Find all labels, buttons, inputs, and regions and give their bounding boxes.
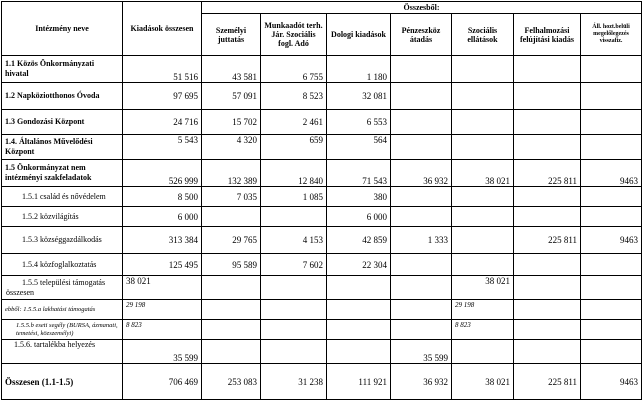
cell: 43 581 xyxy=(202,56,261,83)
row-name: 1.5.5 települési támogatás összesen xyxy=(2,276,123,300)
cell xyxy=(514,110,581,135)
cell: 7 602 xyxy=(261,254,327,276)
table-row xyxy=(2,187,642,207)
cell: 132 389 xyxy=(202,160,261,187)
cell xyxy=(391,187,452,207)
cell: 225 811 xyxy=(514,364,581,400)
cell: 9463 xyxy=(581,160,642,187)
row-total: 29 198 xyxy=(123,300,202,320)
row-total: 24 716 xyxy=(123,110,202,135)
row-name: 1.5 Önkormányzat nem intézményi szakfeladatok xyxy=(2,160,123,187)
cell: 4 153 xyxy=(261,227,327,254)
cell: 12 840 xyxy=(261,160,327,187)
cell xyxy=(452,83,514,110)
table-row xyxy=(2,56,642,83)
row-name: Összesen (1.1-1.5) xyxy=(2,364,123,400)
row-name: 1.4. Általános Művelődési Központ xyxy=(2,135,123,160)
table-row xyxy=(2,340,642,364)
cell xyxy=(452,227,514,254)
cell xyxy=(514,300,581,320)
expenditure-table xyxy=(1,1,642,400)
row-total: 8 500 xyxy=(123,187,202,207)
cell xyxy=(261,320,327,340)
cell xyxy=(452,340,514,364)
table-row xyxy=(2,83,642,110)
cell xyxy=(202,340,261,364)
table-row xyxy=(2,276,642,300)
cell xyxy=(261,276,327,300)
cell xyxy=(261,207,327,227)
cell: 38 021 xyxy=(452,364,514,400)
row-name: 1.5.6. tartalékba helyezés xyxy=(2,340,123,364)
cell xyxy=(202,300,261,320)
cell: 38 021 xyxy=(452,160,514,187)
cell: 1 085 xyxy=(261,187,327,207)
cell xyxy=(514,83,581,110)
cell xyxy=(391,110,452,135)
cell: 42 859 xyxy=(327,227,391,254)
cell xyxy=(327,320,391,340)
table-row xyxy=(2,227,642,254)
table-row xyxy=(2,110,642,135)
cell: 32 081 xyxy=(327,83,391,110)
cell: 253 083 xyxy=(202,364,261,400)
cell xyxy=(391,207,452,227)
cell: 1 333 xyxy=(391,227,452,254)
header-group: Összesből: xyxy=(202,2,642,14)
table-row xyxy=(2,300,642,320)
row-name: 1.5.5.b eseti segély (BURSA, ázmanati, temetési, közszemélyi) xyxy=(2,320,123,340)
row-name: 1.1 Közös Önkormányzati hivatal xyxy=(2,56,123,83)
cell: 225 811 xyxy=(514,160,581,187)
cell: 564 xyxy=(327,135,391,160)
cell xyxy=(261,340,327,364)
cell xyxy=(514,254,581,276)
cell: 6 000 xyxy=(327,207,391,227)
cell: 6 755 xyxy=(261,56,327,83)
cell: 6 553 xyxy=(327,110,391,135)
table-row xyxy=(2,207,642,227)
row-total: 125 495 xyxy=(123,254,202,276)
cell xyxy=(202,276,261,300)
row-total: 35 599 xyxy=(123,340,202,364)
cell: 380 xyxy=(327,187,391,207)
cell: 225 811 xyxy=(514,227,581,254)
row-total: 5 543 xyxy=(123,135,202,160)
cell: 9463 xyxy=(581,364,642,400)
cell xyxy=(391,254,452,276)
cell: 57 091 xyxy=(202,83,261,110)
cell: 2 461 xyxy=(261,110,327,135)
cell xyxy=(261,300,327,320)
cell xyxy=(327,340,391,364)
cell: 71 543 xyxy=(327,160,391,187)
cell: 29 198 xyxy=(452,300,514,320)
cell xyxy=(514,56,581,83)
cell xyxy=(581,187,642,207)
cell xyxy=(452,110,514,135)
cell xyxy=(391,56,452,83)
cell xyxy=(581,340,642,364)
cell: 36 932 xyxy=(391,364,452,400)
cell xyxy=(391,83,452,110)
cell xyxy=(391,135,452,160)
cell: 9463 xyxy=(581,227,642,254)
header-col-personal: Személyi juttatás xyxy=(202,14,261,56)
row-name: 1.5.3 községgazdálkodás xyxy=(2,227,123,254)
cell: 95 589 xyxy=(202,254,261,276)
row-total: 51 516 xyxy=(123,56,202,83)
row-name: 1.5.1 család és nővédelem xyxy=(2,187,123,207)
header-col-social: Szociális ellátások xyxy=(452,14,514,56)
cell xyxy=(514,320,581,340)
cell xyxy=(202,207,261,227)
row-total: 313 384 xyxy=(123,227,202,254)
cell xyxy=(514,207,581,227)
cell: 1 180 xyxy=(327,56,391,83)
cell: 7 035 xyxy=(202,187,261,207)
cell: 8 523 xyxy=(261,83,327,110)
cell: 22 304 xyxy=(327,254,391,276)
header-col-transfer: Pénzeszköz átadás xyxy=(391,14,452,56)
row-name: 1.2 Napköziotthonos Óvoda xyxy=(2,83,123,110)
cell: 8 823 xyxy=(452,320,514,340)
row-total: 526 999 xyxy=(123,160,202,187)
cell xyxy=(391,320,452,340)
cell xyxy=(514,187,581,207)
cell xyxy=(452,135,514,160)
cell xyxy=(452,187,514,207)
header-col-material: Dologi kiadások xyxy=(327,14,391,56)
table-row xyxy=(2,320,642,340)
cell xyxy=(452,254,514,276)
table-row xyxy=(2,160,642,187)
cell xyxy=(581,110,642,135)
cell: 29 765 xyxy=(202,227,261,254)
cell xyxy=(581,254,642,276)
cell xyxy=(581,135,642,160)
row-total: 8 823 xyxy=(123,320,202,340)
cell xyxy=(581,56,642,83)
table-row xyxy=(2,135,642,160)
header-col-employer-tax: Munkaadót terh. Jár. Szociális fogl. Adó xyxy=(261,14,327,56)
row-total: 6 000 xyxy=(123,207,202,227)
row-name: 1.3 Gondozási Központ xyxy=(2,110,123,135)
row-name: ebből: 1.5.5.a lakhatási támogatás xyxy=(2,300,123,320)
cell xyxy=(452,207,514,227)
header-col-capital: Felhalmozási felújítási kiadás xyxy=(514,14,581,56)
cell: 31 238 xyxy=(261,364,327,400)
cell: 659 xyxy=(261,135,327,160)
cell: 111 921 xyxy=(327,364,391,400)
cell xyxy=(514,135,581,160)
cell: 35 599 xyxy=(391,340,452,364)
cell xyxy=(514,276,581,300)
cell xyxy=(581,207,642,227)
header-col-repayment: Áll. hozt.belüli megelőlegezés visszafiz. xyxy=(581,14,642,56)
cell xyxy=(581,300,642,320)
cell xyxy=(202,320,261,340)
cell xyxy=(327,300,391,320)
cell xyxy=(581,320,642,340)
cell xyxy=(514,340,581,364)
cell xyxy=(581,83,642,110)
cell xyxy=(452,56,514,83)
cell xyxy=(391,276,452,300)
header-name: Intézmény neve xyxy=(2,2,123,56)
cell xyxy=(391,300,452,320)
header-total: Kiadások összesen xyxy=(123,2,202,56)
row-total: 38 021 xyxy=(123,276,202,300)
row-name: 1.5.4 közfoglalkoztatás xyxy=(2,254,123,276)
table-row xyxy=(2,254,642,276)
cell xyxy=(581,276,642,300)
row-name: 1.5.2 közvilágítás xyxy=(2,207,123,227)
row-total: 706 469 xyxy=(123,364,202,400)
table-row-total xyxy=(2,364,642,400)
cell: 38 021 xyxy=(452,276,514,300)
cell: 4 320 xyxy=(202,135,261,160)
cell: 36 932 xyxy=(391,160,452,187)
cell: 15 702 xyxy=(202,110,261,135)
row-total: 97 695 xyxy=(123,83,202,110)
cell xyxy=(327,276,391,300)
